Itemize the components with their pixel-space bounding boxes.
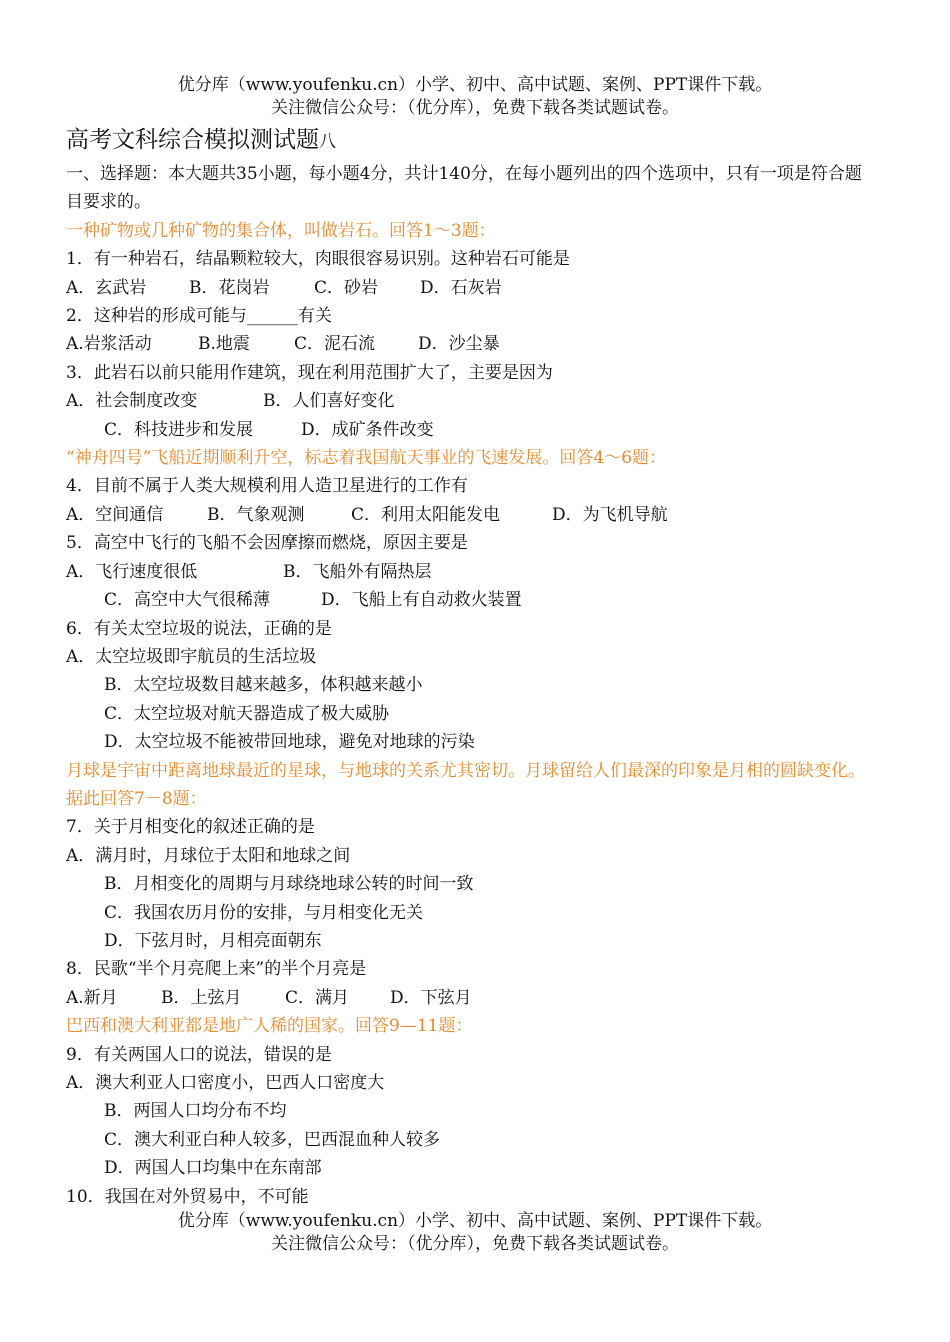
question-3-options-row2 <box>66 416 874 444</box>
exam-title-suffix: 八 <box>319 132 336 152</box>
option-9b: B．两国人口均分布不均 <box>104 1101 287 1122</box>
option-9c: C．澳大利亚白种人较多，巴西混血种人较多 <box>104 1129 441 1150</box>
question-1-options <box>66 274 874 302</box>
group-intro-1: 一种矿物或几种矿物的集合体，叫做岩石。回答1～3题： <box>66 220 496 241</box>
option-4d: D．为飞机导航 <box>552 504 668 525</box>
option-3d: D．成矿条件改变 <box>301 419 434 440</box>
question-5-options-row1 <box>66 558 874 586</box>
option-5c: C．高空中大气很稀薄 <box>104 590 271 611</box>
option-7d: D．下弦月时，月相亮面朝东 <box>104 930 322 951</box>
section-instructions: 一、选择题：本大题共35小题，每小题4分，共计140分，在每小题列出的四个选项中，只有一项是符合题目要求的。 <box>66 164 862 213</box>
option-8a: A.新月 <box>66 987 118 1008</box>
option-7b: B．月相变化的周期与月球绕地球公转的时间一致 <box>104 874 474 895</box>
question-5-stem: 5．高空中飞行的飞船不会因摩擦而燃烧，原因主要是 <box>66 533 468 554</box>
option-1d: D．石灰岩 <box>420 277 502 298</box>
exam-document <box>66 124 874 1211</box>
group-intro-2: “神舟四号”飞船近期顺利升空，标志着我国航天事业的飞速发展。回答4～6题： <box>66 448 667 469</box>
header-line-1: 优分库（www.youfenku.cn）小学、初中、高中试题、案例、PPT课件下载。 <box>177 75 773 95</box>
option-6b: B．太空垃圾数目越来越多，体积越来越小 <box>104 675 423 696</box>
question-1-stem: 1．有一种岩石，结晶颗粒较大，肉眼很容易识别。这种岩石可能是 <box>66 249 570 270</box>
footer-line-1: 优分库（www.youfenku.cn）小学、初中、高中试题、案例、PPT课件下载。 <box>177 1211 773 1231</box>
footer-line-2: 关注微信公众号：（优分库），免费下载各类试题试卷。 <box>271 1234 679 1254</box>
option-3c: C．科技进步和发展 <box>104 419 254 440</box>
question-7-stem: 7．关于月相变化的叙述正确的是 <box>66 817 315 838</box>
option-3b: B．人们喜好变化 <box>263 391 395 412</box>
option-5a: A．飞行速度很低 <box>66 561 198 582</box>
question-3-stem: 3．此岩石以前只能用作建筑，现在利用范围扩大了，主要是因为 <box>66 362 553 383</box>
exam-title <box>66 124 874 158</box>
question-2-options <box>66 330 874 358</box>
option-1b: B．花岗岩 <box>189 277 270 298</box>
option-2d: D．沙尘暴 <box>418 334 500 355</box>
option-2c: C．泥石流 <box>294 334 376 355</box>
option-6d: D．太空垃圾不能被带回地球，避免对地球的污染 <box>104 732 475 753</box>
question-3-options-row1 <box>66 387 874 415</box>
option-7a: A．满月时，月球位于太阳和地球之间 <box>66 845 351 866</box>
group-intro-3: 月球是宇宙中距离地球最近的星球，与地球的关系尤其密切。月球留给人们最深的印象是月相的圆缺变化。据此回答7－8题： <box>66 760 865 809</box>
option-8b: B．上弦月 <box>161 987 242 1008</box>
group-intro-4: 巴西和澳大利亚都是地广人稀的国家。回答9—11题： <box>66 1016 473 1037</box>
option-5b: B．飞船外有隔热层 <box>283 561 432 582</box>
option-2b: B.地震 <box>198 334 250 355</box>
option-4b: B．气象观测 <box>207 504 305 525</box>
header-line-2: 关注微信公众号：（优分库），免费下载各类试题试卷。 <box>271 98 679 118</box>
option-1c: C．砂岩 <box>314 277 379 298</box>
option-1a: A．玄武岩 <box>66 277 147 298</box>
option-7c: C．我国农历月份的安排，与月相变化无关 <box>104 902 424 923</box>
option-4a: A．空间通信 <box>66 504 164 525</box>
page-footer <box>0 1210 950 1256</box>
option-8d: D．下弦月 <box>390 987 472 1008</box>
question-8-options <box>66 984 874 1012</box>
option-6a: A．太空垃圾即宇航员的生活垃圾 <box>66 646 317 667</box>
question-9-stem: 9．有关两国人口的说法，错误的是 <box>66 1044 332 1065</box>
option-9d: D．两国人口均集中在东南部 <box>104 1158 322 1179</box>
question-10-stem: 10．我国在对外贸易中，不可能 <box>66 1186 309 1207</box>
question-2-stem: 2．这种岩的形成可能与______有关 <box>66 306 332 327</box>
option-5d: D．飞船上有自动救火装置 <box>321 590 522 611</box>
question-5-options-row2 <box>66 586 874 614</box>
exam-title-main: 高考文科综合模拟测试题 <box>66 127 319 153</box>
question-4-options <box>66 501 874 529</box>
option-8c: C．满月 <box>285 987 350 1008</box>
question-4-stem: 4．目前不属于人类大规模利用人造卫星进行的工作有 <box>66 476 468 497</box>
question-8-stem: 8．民歌“半个月亮爬上来”的半个月亮是 <box>66 959 367 980</box>
option-2a: A.岩浆活动 <box>66 334 152 355</box>
page-header <box>0 74 950 120</box>
option-9a: A．澳大利亚人口密度小，巴西人口密度大 <box>66 1073 385 1093</box>
option-4c: C．利用太阳能发电 <box>351 504 501 525</box>
option-6c: C．太空垃圾对航天器造成了极大威胁 <box>104 703 390 724</box>
option-3a: A．社会制度改变 <box>66 391 198 412</box>
question-6-stem: 6．有关太空垃圾的说法，正确的是 <box>66 618 332 639</box>
